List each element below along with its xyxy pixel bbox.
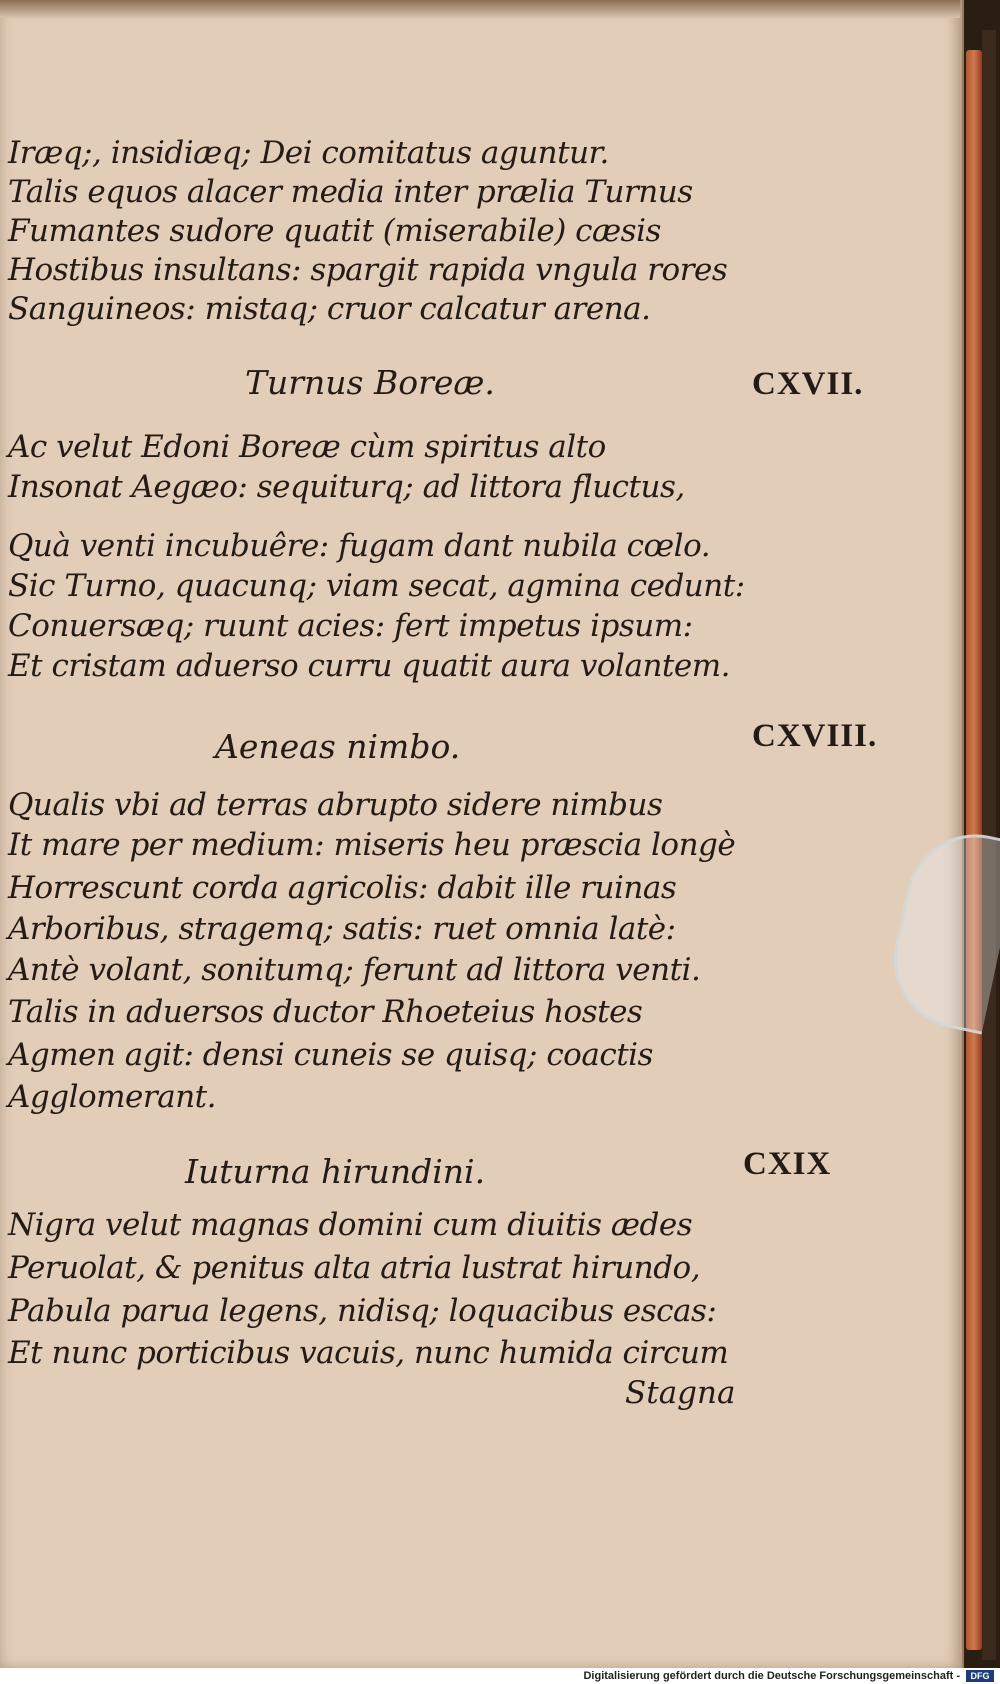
section-numeral: CXIX: [743, 1146, 832, 1182]
verse-line: Conuersæq; ruunt acies: fert impetus ipsum:: [8, 608, 693, 644]
section-heading: Iuturna hirundini.: [185, 1152, 486, 1191]
verse-line: Agmen agit: densi cuneis se quisq; coactis: [8, 1037, 653, 1073]
verse-line: Insonat Aegæo: sequiturq; ad littora fluctus,: [8, 469, 685, 505]
dfg-logo: DFG: [966, 1670, 994, 1682]
footer-credit: Digitalisierung gefördert durch die Deutsche Forschungsgemeinschaft -: [583, 1670, 960, 1682]
verse-line: Agglomerant.: [8, 1079, 216, 1115]
verse-line: Fumantes sudore quatit (miserabile) cæsis: [8, 213, 661, 249]
verse-line: Antè volant, sonitumq; ferunt ad littora venti.: [8, 952, 701, 988]
verse-line: It mare per medium: miseris heu præscia longè: [8, 827, 736, 863]
verse-line: Quà venti incubuêre: fugam dant nubila cœlo.: [8, 528, 711, 564]
verse-line: Qualis vbi ad terras abrupto sidere nimbus: [8, 787, 663, 823]
verse-line: Et cristam aduerso curru quatit aura volantem.: [8, 648, 730, 684]
catchword: Stagna: [625, 1375, 736, 1411]
section-heading: Aeneas nimbo.: [215, 727, 461, 766]
verse-line: Nigra velut magnas domini cum diuitis ædes: [8, 1207, 693, 1243]
section-heading: Turnus Boreæ.: [245, 363, 495, 402]
verse-line: Arboribus, stragemq; satis: ruet omnia latè:: [8, 911, 676, 947]
section-numeral: CXVII.: [752, 366, 864, 402]
verse-line: Sic Turno, quacunq; viam secat, agmina cedunt:: [8, 568, 745, 604]
verse-line: Peruolat, & penitus alta atria lustrat hirundo,: [8, 1250, 701, 1286]
page-top-edge: [0, 0, 960, 18]
verse-line: Et nunc porticibus vacuis, nunc humida circum: [8, 1335, 729, 1371]
verse-line: Iræq;, insidiæq; Dei comitatus aguntur.: [8, 135, 609, 171]
verse-line: Talis in aduersos ductor Rhoeteius hostes: [8, 994, 643, 1030]
verse-line: Pabula parua legens, nidisq; loquacibus escas:: [8, 1293, 717, 1329]
verse-line: Talis equos alacer media inter prælia Turnus: [8, 174, 693, 210]
verse-line: Ac velut Edoni Boreæ cùm spiritus alto: [8, 429, 606, 465]
verse-line: Horrescunt corda agricolis: dabit ille ruinas: [8, 870, 677, 906]
verse-line: Sanguineos: mistaq; cruor calcatur arena.: [8, 291, 651, 327]
verse-line: Hostibus insultans: spargit rapida vngula rores: [8, 252, 728, 288]
section-numeral: CXVIII.: [752, 718, 878, 754]
